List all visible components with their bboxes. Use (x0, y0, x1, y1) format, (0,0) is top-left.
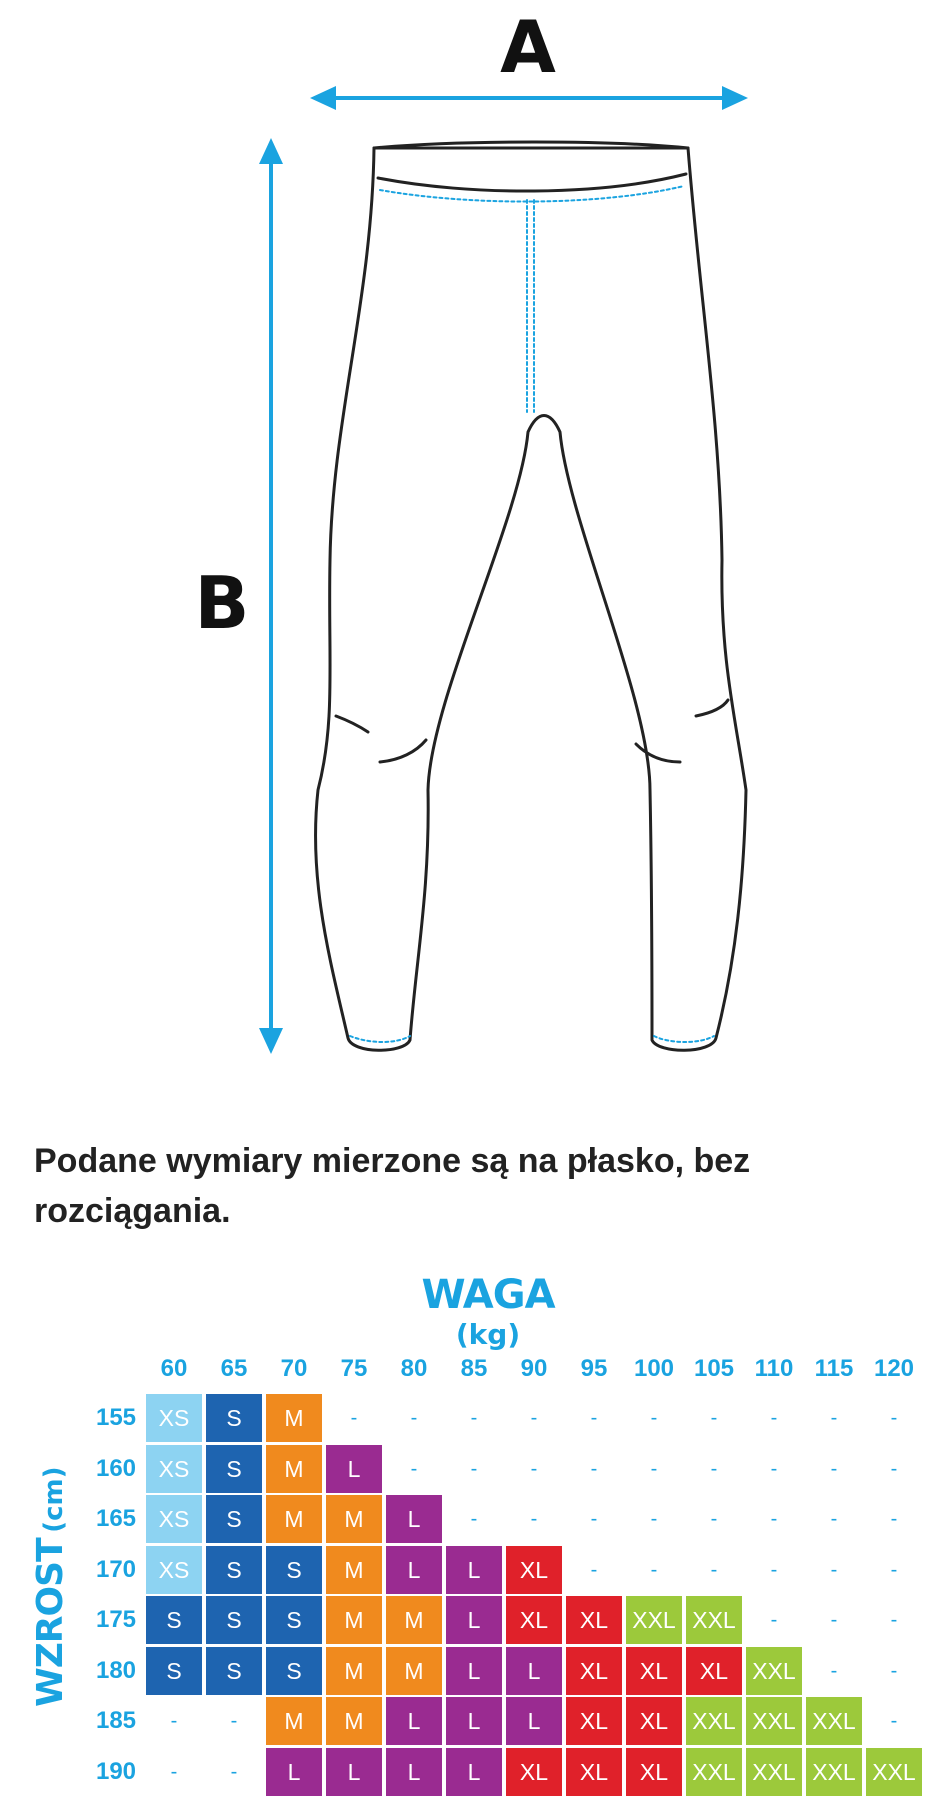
height-row-header: 180 (95, 1657, 137, 1684)
size-cell-empty: - (770, 1407, 778, 1429)
size-cell-l: L (446, 1647, 502, 1695)
size-cell-empty: - (530, 1407, 538, 1429)
size-cell-s: S (146, 1647, 202, 1695)
size-cell-l: L (446, 1546, 502, 1594)
size-cell-xs: XS (146, 1546, 202, 1594)
size-cell-empty: - (650, 1407, 658, 1429)
size-cell-s: S (266, 1647, 322, 1695)
size-cell-s: S (146, 1596, 202, 1644)
size-cell-empty: - (710, 1407, 718, 1429)
size-cell-xxl: XXL (686, 1596, 742, 1644)
note-line-2: rozciągania. (34, 1192, 231, 1230)
size-cell-empty: - (590, 1508, 598, 1530)
size-cell-l: L (506, 1647, 562, 1695)
weight-column-header: 120 (873, 1355, 915, 1382)
size-cell-empty: - (770, 1458, 778, 1480)
size-cell-empty: - (650, 1508, 658, 1530)
note-line-1: Podane wymiary mierzone są na płasko, bez (34, 1142, 751, 1180)
height-title: WZROST (30, 1538, 71, 1707)
size-cell-empty: - (890, 1559, 898, 1581)
size-cell-empty: - (830, 1458, 838, 1480)
size-cell-empty: - (830, 1609, 838, 1631)
height-unit: (cm) (39, 1466, 69, 1533)
size-cell-xxl: XXL (806, 1697, 862, 1745)
size-cell-s: S (206, 1647, 262, 1695)
size-cell-empty: - (890, 1660, 898, 1682)
size-cell-xxl: XXL (746, 1748, 802, 1796)
height-row-header: 190 (95, 1758, 137, 1785)
height-row-header: 170 (95, 1556, 137, 1583)
size-cell-xs: XS (146, 1495, 202, 1543)
size-cell-xxl: XXL (866, 1748, 922, 1796)
size-cell-empty: - (590, 1407, 598, 1429)
weight-column-header: 100 (633, 1355, 675, 1382)
size-cell-empty: - (170, 1761, 178, 1783)
size-cell-xl: XL (566, 1647, 622, 1695)
weight-column-header: 75 (340, 1355, 368, 1382)
trousers-outline-icon (315, 142, 746, 1050)
size-cell-xl: XL (506, 1546, 562, 1594)
height-row-header: 185 (95, 1707, 137, 1734)
weight-axis-title (398, 1272, 578, 1351)
size-cell-xs: XS (146, 1445, 202, 1493)
size-cell-m: M (326, 1697, 382, 1745)
size-cell-xl: XL (686, 1647, 742, 1695)
size-cell-empty: - (770, 1508, 778, 1530)
size-cell-xxl: XXL (746, 1697, 802, 1745)
size-cell-empty: - (590, 1458, 598, 1480)
size-cell-m: M (386, 1647, 442, 1695)
size-cell-m: M (326, 1596, 382, 1644)
size-cell-empty: - (830, 1660, 838, 1682)
size-cell-empty: - (530, 1458, 538, 1480)
size-cell-l: L (386, 1748, 442, 1796)
measurement-note (34, 1136, 914, 1236)
weight-column-header: 110 (754, 1355, 794, 1382)
size-cell-xl: XL (566, 1596, 622, 1644)
size-cell-s: S (206, 1394, 262, 1442)
size-cell-m: M (266, 1394, 322, 1442)
size-cell-s: S (206, 1546, 262, 1594)
size-cell-m: M (266, 1697, 322, 1745)
size-cell-empty: - (230, 1710, 238, 1732)
size-cell-empty: - (770, 1609, 778, 1631)
size-cell-empty: - (650, 1458, 658, 1480)
length-arrow (259, 138, 283, 1054)
size-cell-xl: XL (506, 1748, 562, 1796)
size-cell-l: L (266, 1748, 322, 1796)
weight-column-header: 95 (580, 1355, 608, 1382)
size-cell-xl: XL (566, 1697, 622, 1745)
size-cell-empty: - (650, 1559, 658, 1581)
size-cell-empty: - (770, 1559, 778, 1581)
size-cell-empty: - (830, 1508, 838, 1530)
size-cell-empty: - (890, 1609, 898, 1631)
size-cell-xxl: XXL (806, 1748, 862, 1796)
size-cell-s: S (206, 1495, 262, 1543)
size-cell-empty: - (590, 1559, 598, 1581)
size-cell-empty: - (230, 1761, 238, 1783)
size-cell-empty: - (710, 1508, 718, 1530)
size-cell-empty: - (170, 1710, 178, 1732)
height-row-header: 155 (95, 1404, 137, 1431)
weight-column-header: 90 (520, 1355, 548, 1382)
size-cell-empty: - (410, 1458, 418, 1480)
size-cell-s: S (266, 1596, 322, 1644)
size-cell-empty: - (410, 1407, 418, 1429)
size-cell-empty: - (470, 1458, 478, 1480)
size-cell-l: L (386, 1495, 442, 1543)
size-cell-l: L (446, 1748, 502, 1796)
size-cell-xl: XL (506, 1596, 562, 1644)
weight-column-header: 65 (220, 1355, 248, 1382)
size-cell-xl: XL (626, 1748, 682, 1796)
size-cell-empty: - (890, 1508, 898, 1530)
size-cell-l: L (506, 1697, 562, 1745)
size-cell-empty: - (350, 1407, 358, 1429)
weight-title: WAGA (421, 1272, 555, 1318)
size-cell-empty: - (890, 1407, 898, 1429)
size-cell-l: L (326, 1748, 382, 1796)
label-a: A (500, 5, 556, 89)
height-row-header: 165 (95, 1505, 137, 1532)
size-cell-m: M (266, 1495, 322, 1543)
weight-column-header: 105 (693, 1355, 735, 1382)
width-arrow (310, 86, 748, 110)
weight-column-header: 115 (814, 1355, 854, 1382)
size-cell-empty: - (530, 1508, 538, 1530)
height-axis-title (30, 1466, 74, 1707)
size-cell-m: M (326, 1546, 382, 1594)
label-b: B (194, 561, 250, 645)
size-cell-xxl: XXL (686, 1748, 742, 1796)
size-cell-l: L (446, 1596, 502, 1644)
size-cell-l: L (326, 1445, 382, 1493)
weight-unit: (kg) (455, 1318, 521, 1351)
size-cell-xl: XL (626, 1697, 682, 1745)
height-row-header: 175 (95, 1606, 137, 1633)
size-cell-empty: - (830, 1559, 838, 1581)
size-cell-s: S (206, 1445, 262, 1493)
size-cell-xl: XL (566, 1748, 622, 1796)
size-cell-empty: - (890, 1710, 898, 1732)
size-cell-m: M (326, 1647, 382, 1695)
size-cell-empty: - (890, 1458, 898, 1480)
size-cell-l: L (446, 1697, 502, 1745)
size-cell-empty: - (830, 1407, 838, 1429)
weight-column-header: 60 (160, 1355, 188, 1382)
height-row-header: 160 (95, 1455, 137, 1482)
size-cell-xxl: XXL (686, 1697, 742, 1745)
size-cell-empty: - (710, 1458, 718, 1480)
size-cell-l: L (386, 1546, 442, 1594)
size-cell-s: S (266, 1546, 322, 1594)
size-cell-xs: XS (146, 1394, 202, 1442)
weight-column-header: 70 (280, 1355, 308, 1382)
weight-column-header: 85 (460, 1355, 488, 1382)
size-cell-s: S (206, 1596, 262, 1644)
weight-column-header: 80 (400, 1355, 428, 1382)
size-cell-empty: - (470, 1508, 478, 1530)
size-cell-xxl: XXL (746, 1647, 802, 1695)
size-cell-empty: - (470, 1407, 478, 1429)
size-cell-l: L (386, 1697, 442, 1745)
size-cell-m: M (326, 1495, 382, 1543)
size-cell-xl: XL (626, 1647, 682, 1695)
size-cell-empty: - (710, 1559, 718, 1581)
size-cell-m: M (386, 1596, 442, 1644)
size-cell-m: M (266, 1445, 322, 1493)
size-cell-xxl: XXL (626, 1596, 682, 1644)
